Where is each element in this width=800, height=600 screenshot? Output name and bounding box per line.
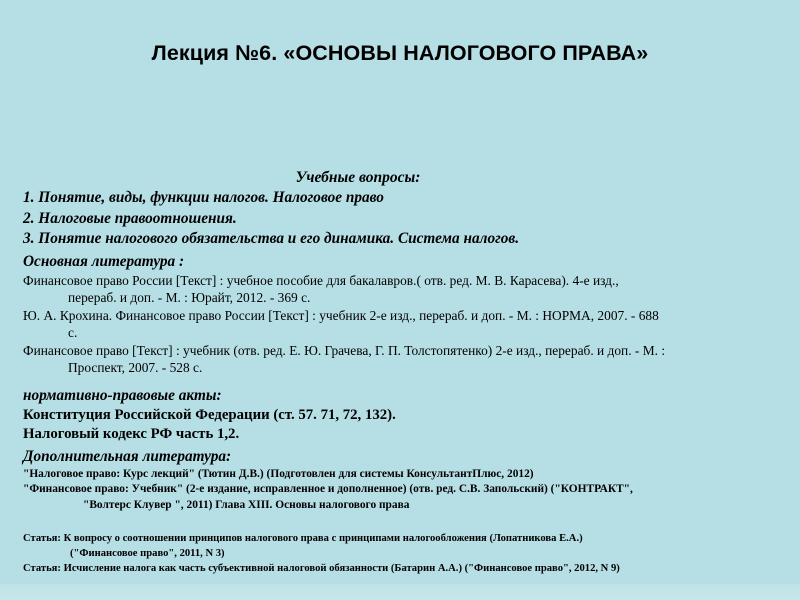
normative-act-item-2: Налоговый кодекс РФ часть 1,2. bbox=[23, 426, 240, 442]
reference-line: Финансовое право [Текст] : учебник (отв. ред. Е. Ю. Грачева, Г. П. Толстопятенко) 2-е изд., перераб. и доп. - М. : bbox=[23, 342, 666, 358]
article-continuation: ("Финансовое право", 2011, N 3) bbox=[70, 548, 225, 559]
reference-continuation: перераб. и доп. - М. : Юрайт, 2012. - 369 с. bbox=[68, 290, 311, 305]
question-item-1: 1. Понятие, виды, функции налогов. Налоговое право bbox=[23, 189, 384, 206]
main-literature-entry-1 bbox=[0, 272, 795, 307]
slide-body bbox=[0, 168, 800, 576]
normative-acts-heading: нормативно-правовые акты: bbox=[23, 386, 222, 404]
reference-continuation: "Волтерс Клувер ", 2011) Глава XIII. Основы налогового права bbox=[83, 498, 410, 511]
page-title: Лекция №6. «ОСНОВЫ НАЛОГОВОГО ПРАВА» bbox=[151, 41, 649, 65]
article-entry-1 bbox=[0, 531, 800, 561]
main-literature-heading: Основная литература : bbox=[23, 252, 185, 270]
additional-literature-entry-2 bbox=[0, 482, 798, 513]
reference-line: Ю. А. Крохина. Финансовое право России [Текст] : учебник 2-е изд., перераб. и доп. - М. : НОРМА, 2007. - 688 bbox=[23, 307, 659, 323]
main-literature-entry-3 bbox=[0, 342, 795, 377]
additional-literature-heading: Дополнительная литература: bbox=[23, 447, 232, 465]
reference-continuation: с. bbox=[68, 325, 78, 340]
article-line: Статья: Исчисление налога как часть субъективной налоговой обязанности (Батарин А.А.) ("Финансовое право", 2012, N 9) bbox=[23, 563, 620, 574]
main-literature-entry-2 bbox=[0, 307, 795, 342]
reference-line: "Финансовое право: Учебник" (2-е издание, исправленное и дополненное) (отв. ред. С.В. Запольский) ("КОНТРАКТ", bbox=[23, 483, 633, 495]
question-item-2: 2. Налоговые правоотношения. bbox=[23, 209, 237, 227]
spacer bbox=[0, 377, 800, 384]
article-entry-2 bbox=[0, 561, 800, 576]
reference-continuation: Проспект, 2007. - 528 с. bbox=[68, 360, 203, 375]
spacer bbox=[0, 513, 800, 531]
title-container bbox=[0, 40, 800, 66]
reference-line: Финансовое право России [Текст] : учебное пособие для бакалавров.( отв. ред. М. В. Карасева). 4-е изд., bbox=[23, 272, 619, 288]
reference-line: "Налоговое право: Курс лекций" (Тютин Д.В.) (Подготовлен для системы КонсультантПлюс, 2012) bbox=[23, 467, 534, 480]
article-line: Статья: К вопросу о соотношении принципов налогового права с принципами налогообложения (Лопатникова Е.А.) bbox=[23, 533, 583, 544]
questions-heading: Учебные вопросы: bbox=[295, 169, 421, 186]
additional-literature-entry-1 bbox=[0, 467, 798, 483]
question-item-3: 3. Понятие налогового обязательства и его динамика. Система налогов. bbox=[23, 230, 520, 247]
normative-act-item-1: Конституция Российской Федерации (ст. 57. 71, 72, 132). bbox=[23, 406, 396, 423]
